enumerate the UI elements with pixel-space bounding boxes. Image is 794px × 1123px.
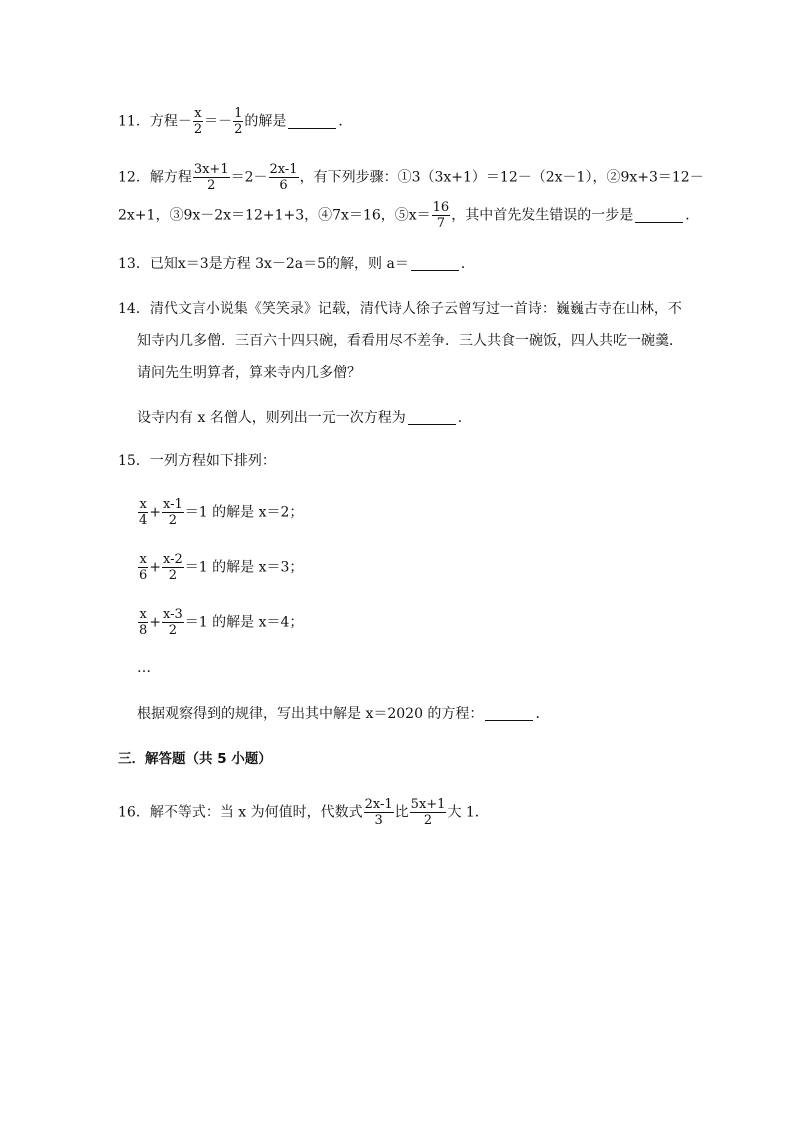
question-11: 11．方程－ $\frac{x}{2}$ ＝－ $\frac{1}{2}$ 的解是 ． — [118, 106, 353, 137]
question-12: 12．解方程 $\frac{3x+1}{2}$ ＝2－ $\frac{2x-1}{6}$ ，有下列步骤：①3（3x+1）＝12－（2x－1），②9x+3＝12－ — [118, 162, 704, 193]
answer-blank[interactable] — [485, 706, 533, 721]
equation-2: $\frac{x}{6}$ + $\frac{x-2}{2}$ ＝1 的解是 x＝3； — [139, 552, 304, 583]
fraction: $\frac{1}{2}$ — [234, 106, 243, 137]
section-title: 三．解答题（共 5 小题） — [118, 751, 272, 767]
fraction: $\frac{3x+1}{2}$ — [193, 162, 229, 193]
question-number: 11． — [118, 113, 150, 130]
question-14-line-4: 设寺内有 x 名僧人，则列出一元一次方程为 ． — [137, 410, 472, 426]
question-15: 15．一列方程如下排列： — [118, 453, 276, 469]
fraction: $\frac{x}{6}$ — [139, 552, 148, 583]
fraction: $\frac{x-2}{2}$ — [163, 552, 183, 583]
question-number: 16． — [118, 804, 150, 821]
question-number: 12． — [118, 169, 150, 186]
question-number: 14． — [118, 301, 150, 317]
equation-1: $\frac{x}{4}$ + $\frac{x-1}{2}$ ＝1 的解是 x＝2； — [139, 497, 304, 528]
question-13: 13．已知x＝3是方程 3x－2a＝5的解，则 a＝ ． — [118, 256, 475, 272]
question-number: 13． — [118, 256, 150, 272]
question-14-line-2: 知寺内几多僧．三百六十四只碗，看看用尽不差争．三人共食一碗饭，四人共吃一碗羹． — [137, 333, 683, 349]
fraction: $\frac{5x+1}{2}$ — [410, 797, 446, 828]
fraction: $\frac{16}{7}$ — [432, 200, 450, 231]
fraction: $\frac{x}{2}$ — [193, 106, 203, 137]
question-15-conclusion: 根据观察得到的规律，写出其中解是 x＝2020 的方程： ． — [137, 706, 550, 722]
fraction: $\frac{x}{8}$ — [139, 607, 148, 638]
answer-blank[interactable] — [411, 256, 459, 271]
question-number: 15． — [118, 453, 150, 469]
answer-blank[interactable] — [288, 114, 336, 129]
fraction: $\frac{2x-1}{6}$ — [269, 162, 298, 193]
question-14: 14．清代文言小说集《笑笑录》记载，清代诗人徐子云曾写过一首诗：巍巍古寺在山林，不 — [118, 301, 682, 317]
question-16: 16．解不等式：当 x 为何值时，代数式 $\frac{2x-1}{3}$ 比 $\frac{5x+1}{2}$ 大 1． — [118, 797, 489, 828]
fraction: $\frac{x-1}{2}$ — [163, 497, 183, 528]
ellipsis: … — [137, 660, 151, 676]
fraction: $\frac{2x-1}{3}$ — [364, 797, 393, 828]
answer-blank[interactable] — [635, 208, 683, 223]
equation-3: $\frac{x}{8}$ + $\frac{x-3}{2}$ ＝1 的解是 x＝4； — [139, 607, 304, 638]
question-12-line-2: 2x+1，③9x－2x＝12+1+3，④7x＝16，⑤x＝ $\frac{16}{7}$ ，其中首先发生错误的一步是 ． — [118, 200, 700, 231]
fraction: $\frac{x}{4}$ — [139, 497, 148, 528]
question-14-line-3: 请问先生明算者，算来寺内几多僧？ — [137, 365, 361, 381]
fraction: $\frac{x-3}{2}$ — [163, 607, 183, 638]
answer-blank[interactable] — [408, 410, 456, 425]
